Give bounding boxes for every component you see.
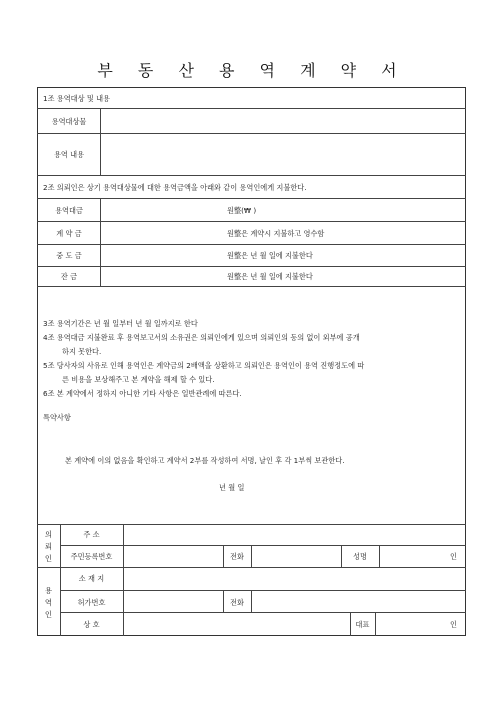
- divider: [37, 266, 466, 267]
- payment-row-value: 원整은 계약시 지불하고 영수함: [227, 229, 325, 238]
- divider: [37, 286, 466, 287]
- content-label: 용역 내용: [53, 150, 85, 159]
- payment-row-value: 원整은 년 월 일에 지불한다: [227, 272, 313, 281]
- divider: [37, 244, 466, 245]
- clause-3: 3조 용역기간은 년 월 일부터 년 월 일까지로 한다: [43, 319, 198, 328]
- clause-6: 6조 본 계약에서 정하지 아니한 기타 사항은 일반관례에 따른다.: [43, 389, 242, 398]
- section1-heading: 1조 용역대상 및 내용: [43, 94, 110, 103]
- agent-company-label: 상 호: [83, 620, 100, 629]
- target-label: 용역대상물: [51, 117, 87, 126]
- clause-5-continued: 른 비용을 보상해주고 본 계약을 해제 할 수 있다.: [62, 375, 215, 384]
- clause-5: 5조 당사자의 사유로 인해 용역인은 계약금의 2배액을 상환하고 의뢰인은 용역인이 용역 진행정도에 따: [43, 361, 365, 370]
- divider: [251, 590, 252, 612]
- payment-row-label: 계 약 금: [56, 229, 82, 238]
- payment-row-value: 원整은 년 월 일에 지불한다: [227, 251, 313, 260]
- contract-date: 년 월 일: [219, 483, 245, 492]
- divider: [37, 221, 466, 222]
- agent-license-label: 허가번호: [77, 598, 106, 607]
- divider: [375, 612, 376, 636]
- divider: [251, 545, 252, 567]
- client-side-label: 의 뢰 인: [44, 530, 53, 563]
- client-phone-label: 전화: [230, 552, 244, 561]
- client-name-label: 성명: [353, 552, 367, 561]
- divider: [60, 612, 466, 613]
- divider: [37, 175, 466, 176]
- payment-row-label: 용역대금: [55, 206, 83, 215]
- special-terms-label: 특약사항: [43, 413, 71, 422]
- payment-row-value: 원整(₩ ): [227, 206, 257, 215]
- divider: [37, 133, 466, 134]
- payment-row-label: 잔 금: [60, 272, 78, 281]
- divider: [60, 545, 466, 546]
- divider: [100, 108, 101, 175]
- agent-location-label: 소 재 지: [78, 574, 105, 583]
- client-seal: 인: [450, 552, 457, 561]
- agent-seal: 인: [450, 620, 457, 629]
- clause-4: 4조 용역대금 지불완료 후 용역보고서의 소유권은 의뢰인에게 있으며 의뢰인의 동의 없이 외부에 공개: [43, 333, 360, 342]
- client-id-label: 주민등록번호: [70, 552, 113, 561]
- document-title: 부 동 산 용 역 계 약 서: [97, 61, 407, 80]
- divider: [37, 524, 466, 525]
- section2-heading: 2조 의뢰인은 상기 용역대상물에 대한 용역금액을 아래와 같이 용역인에게 지불한다.: [43, 183, 307, 192]
- divider: [123, 524, 124, 636]
- divider: [37, 108, 466, 109]
- payment-row-label: 중 도 금: [56, 251, 82, 260]
- clause-4-continued: 하지 못한다.: [62, 347, 102, 356]
- divider: [379, 545, 380, 567]
- divider: [60, 590, 466, 591]
- closing-statement: 본 계약에 이의 없음을 확인하고 계약서 2부를 작성하여 서명, 날인 후 각 1부씩 보관한다.: [65, 456, 345, 465]
- divider: [37, 567, 466, 568]
- agent-rep-label: 대표: [355, 620, 370, 629]
- divider: [37, 198, 466, 199]
- client-address-label: 주 소: [83, 530, 100, 539]
- agent-phone-label: 전화: [230, 598, 244, 607]
- agent-side-label: 용 역 인: [44, 586, 53, 619]
